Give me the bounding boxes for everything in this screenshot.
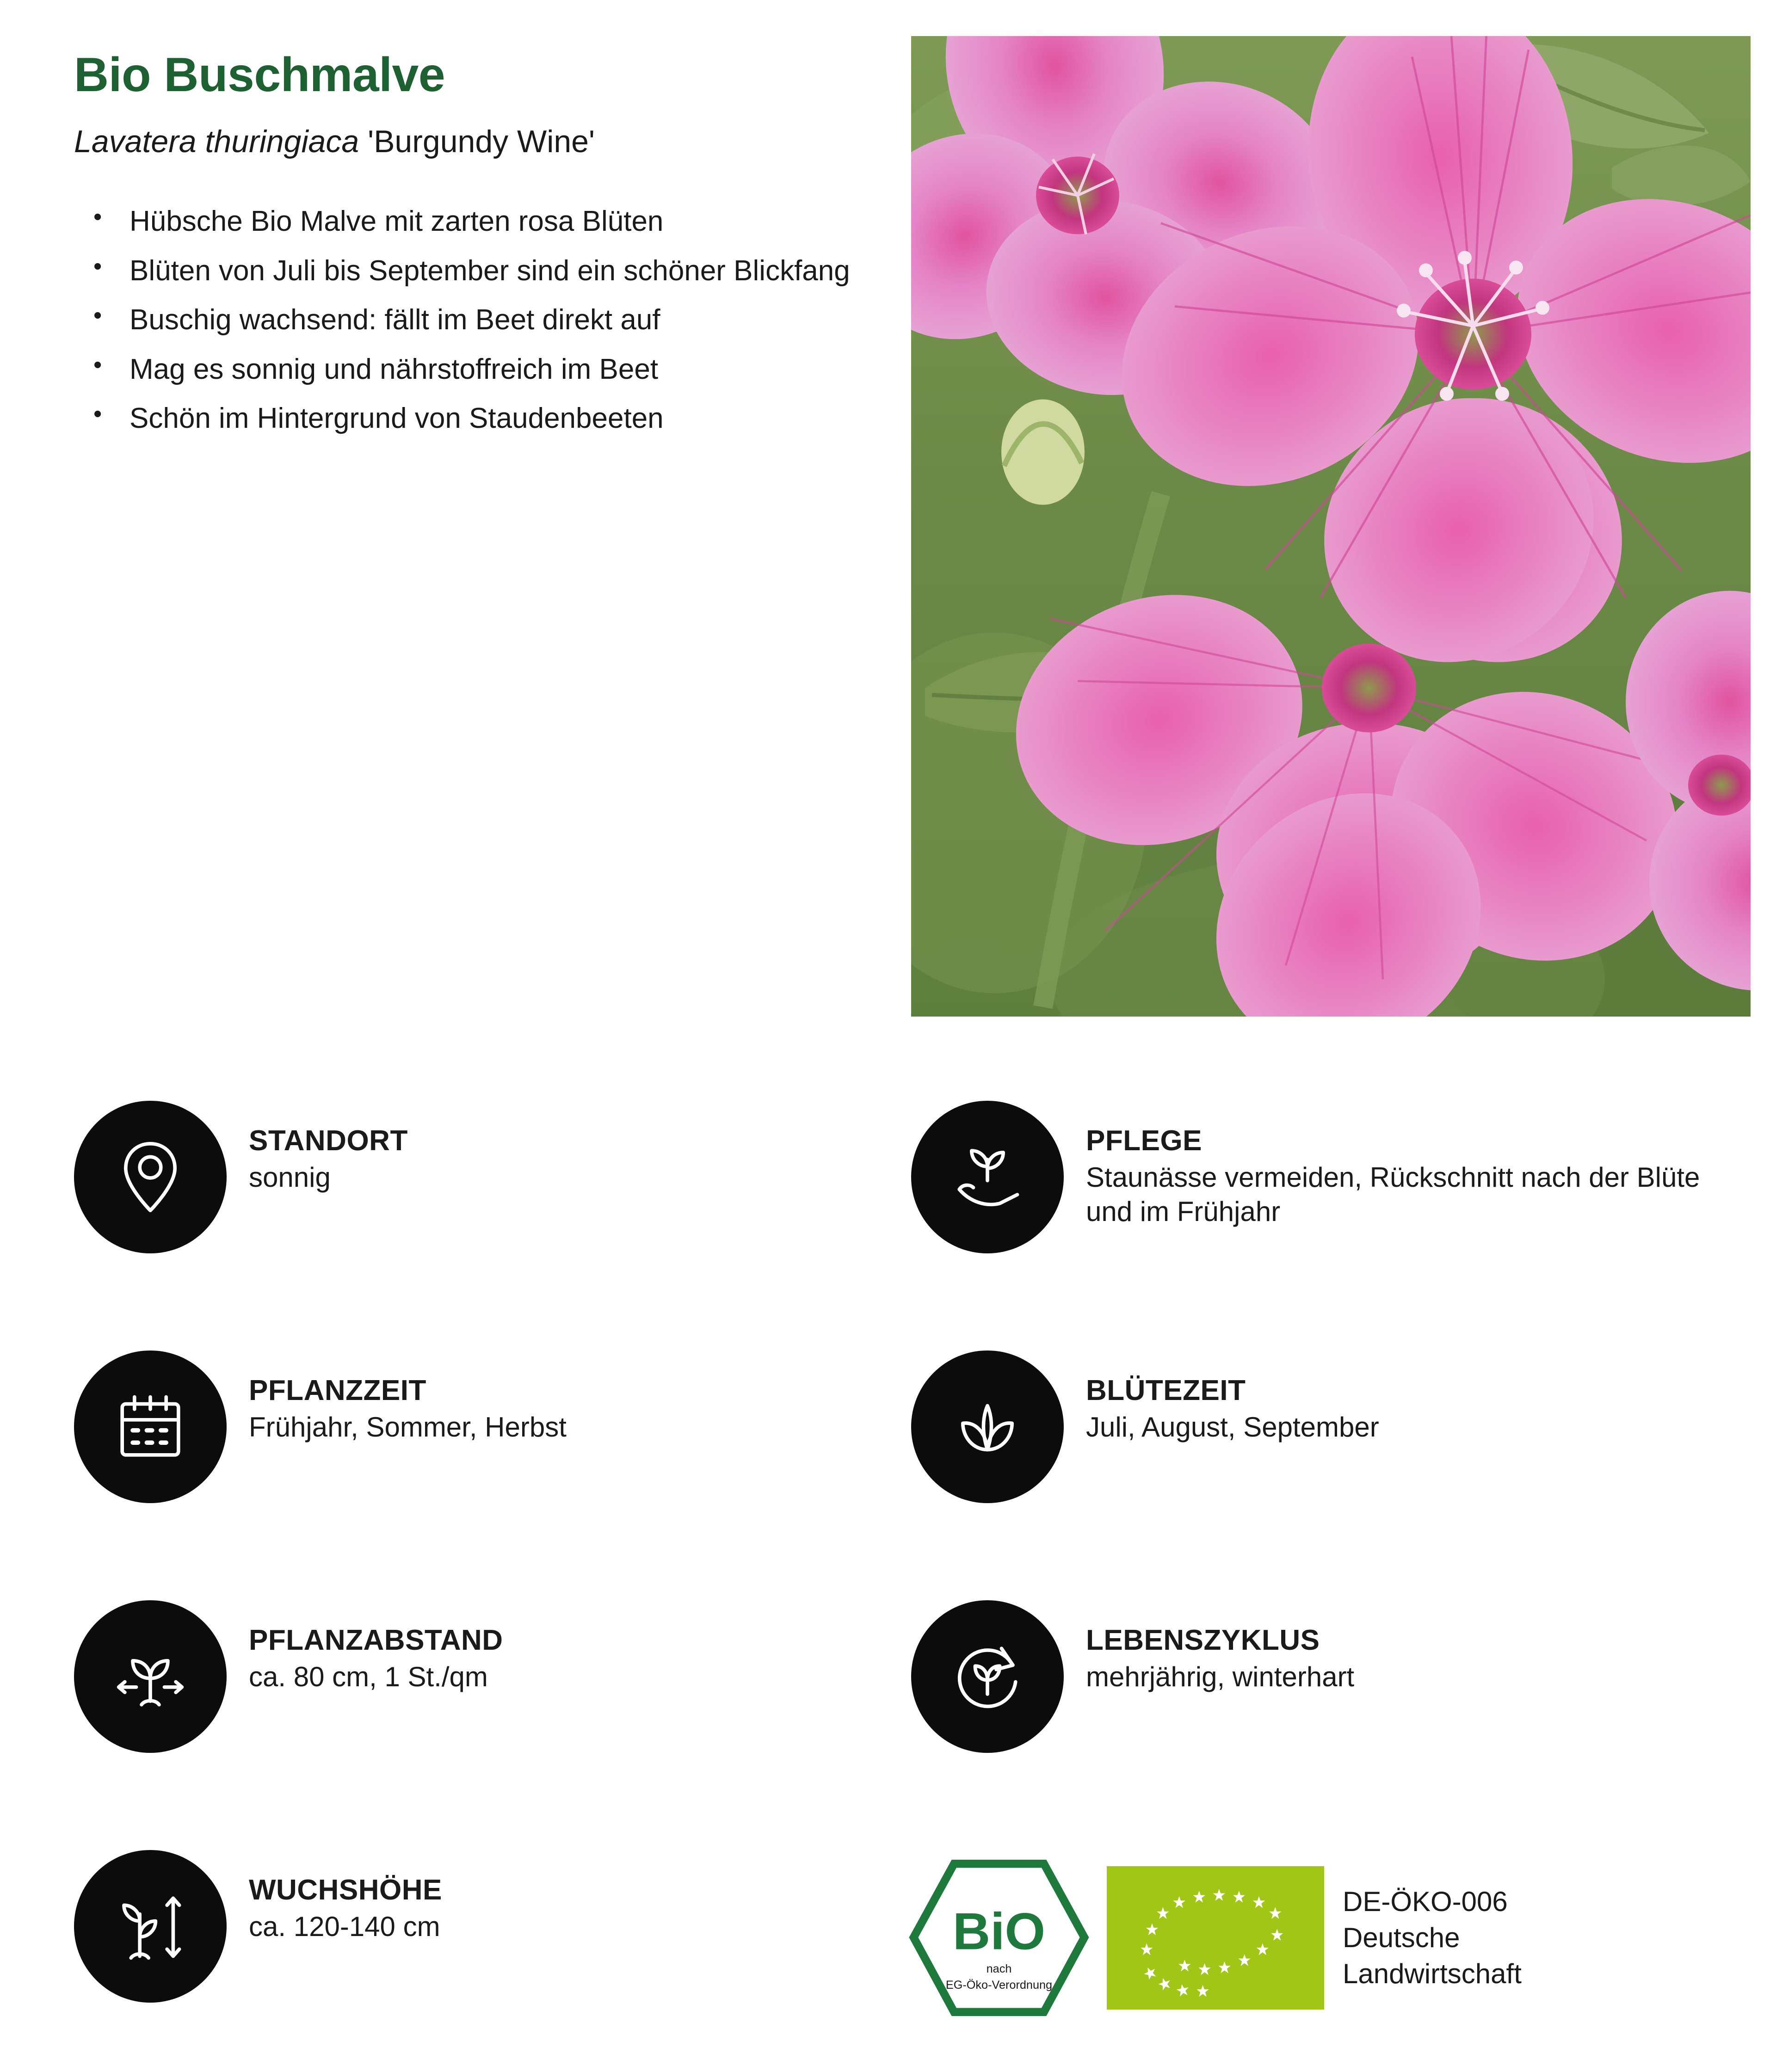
certification-logos bbox=[909, 1859, 1522, 2016]
attribute-label: PFLEGE bbox=[1086, 1125, 1202, 1157]
attribute-value: ca. 80 cm, 1 St./qm bbox=[249, 1661, 488, 1693]
attribute-label: PFLANZABSTAND bbox=[249, 1624, 503, 1656]
bio-seal-line2: EG-Öko-Verordnung bbox=[945, 1978, 1053, 1992]
calendar-icon bbox=[74, 1350, 227, 1503]
list-item: • Buschig wachsend: fällt im Beet direkt auf bbox=[74, 297, 883, 343]
life-cycle-icon bbox=[911, 1600, 1064, 1753]
list-item: • Mag es sonnig und nährstoffreich im Beet bbox=[74, 346, 883, 393]
attribute-value: Frühjahr, Sommer, Herbst bbox=[249, 1412, 567, 1443]
attribute-text bbox=[249, 1101, 408, 1195]
attribute-value: Staunässe vermeiden, Rückschnitt nach der Blüte und im Frühjahr bbox=[1086, 1162, 1700, 1227]
attribute-text bbox=[1086, 1350, 1379, 1444]
attribute-label: BLÜTEZEIT bbox=[1086, 1375, 1246, 1406]
eu-organic-line1: Deutsche bbox=[1343, 1922, 1460, 1953]
attribute-value: Juli, August, September bbox=[1086, 1412, 1379, 1443]
page-title: Bio Buschmalve bbox=[74, 48, 445, 102]
eu-organic-code: DE-ÖKO-006 bbox=[1343, 1886, 1508, 1917]
attribute-pflanzabstand bbox=[74, 1600, 503, 1753]
attribute-label: PFLANZZEIT bbox=[249, 1375, 426, 1406]
attribute-text bbox=[249, 1850, 442, 1944]
botanical-latin-name: Lavatera thuringiaca bbox=[74, 124, 359, 160]
plant-height-icon bbox=[74, 1850, 227, 2003]
attribute-lebenszyklus bbox=[911, 1600, 1354, 1753]
attribute-label: STANDORT bbox=[249, 1125, 408, 1157]
botanical-cultivar-name: 'Burgundy Wine' bbox=[368, 124, 595, 160]
attribute-label: LEBENSZYKLUS bbox=[1086, 1624, 1320, 1656]
botanical-name bbox=[74, 122, 883, 161]
attribute-pflege bbox=[911, 1101, 1706, 1253]
blossom-icon bbox=[911, 1350, 1064, 1503]
eu-organic-text bbox=[1343, 1884, 1522, 1992]
eu-organic-line2: Landwirtschaft bbox=[1343, 1958, 1522, 1989]
attribute-standort bbox=[74, 1101, 408, 1253]
product-photo bbox=[911, 36, 1751, 1017]
bio-seal-logo bbox=[909, 1859, 1089, 2016]
eu-organic-leaf-logo bbox=[1107, 1866, 1324, 2010]
attribute-label: WUCHSHÖHE bbox=[249, 1874, 442, 1906]
attribute-wuchshoehe bbox=[74, 1850, 442, 2003]
hand-seedling-icon bbox=[911, 1101, 1064, 1253]
list-item: • Blüten von Juli bis September sind ein schöner Blickfang bbox=[74, 248, 883, 294]
attribute-text bbox=[249, 1350, 567, 1444]
attribute-value: mehrjährig, winterhart bbox=[1086, 1661, 1355, 1693]
attribute-text bbox=[1086, 1101, 1706, 1228]
attribute-text bbox=[249, 1600, 503, 1694]
attribute-value: ca. 120-140 cm bbox=[249, 1911, 440, 1942]
flower-photo-illustration bbox=[911, 36, 1751, 1017]
attribute-value: sonnig bbox=[249, 1162, 331, 1193]
plant-spacing-icon bbox=[74, 1600, 227, 1753]
product-feature-list bbox=[74, 198, 883, 442]
attribute-pflanzzeit bbox=[74, 1350, 567, 1503]
list-item: • Hübsche Bio Malve mit zarten rosa Blüten bbox=[74, 198, 883, 245]
product-text-column bbox=[74, 49, 883, 445]
attribute-bluetezeit bbox=[911, 1350, 1379, 1503]
location-pin-icon bbox=[74, 1101, 227, 1253]
list-item: • Schön im Hintergrund von Staudenbeeten bbox=[74, 395, 883, 442]
bio-seal-line1: nach bbox=[986, 1962, 1012, 1975]
attribute-text bbox=[1086, 1600, 1354, 1694]
bio-seal-word: BiO bbox=[952, 1902, 1046, 1961]
